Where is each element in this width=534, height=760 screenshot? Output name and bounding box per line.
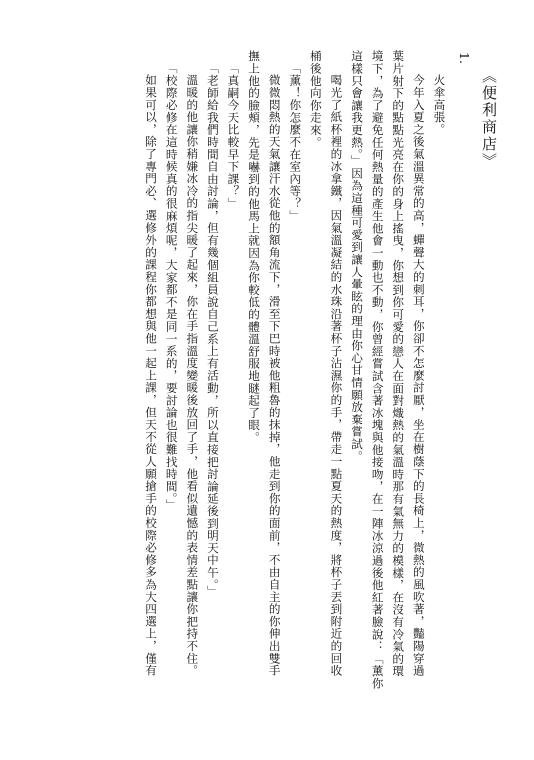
text-line: 桶後他向你走來。 bbox=[308, 50, 323, 149]
text-line: 境下，為了避免任何熱量的產生他會一動也不動，你曾經嘗試含著冰塊與他接吻，在一陣冰涼過後他紅著臉說：「薰你 bbox=[370, 50, 385, 690]
text-line: 溫暖的他讓你稍嫌冰冷的指尖暖了起來，你在手指溫度變暖後放回了手，他看似遺憾的表情差點讓你把持不住。 bbox=[185, 74, 200, 677]
text-line: 葉片射下的點點光亮在你的身上搖曳，你想到你可愛的戀人在面對熾熱的氣溫時那有氣無力的模樣，在沒有冷氣的環 bbox=[391, 50, 406, 678]
text-line: 「薰！你怎麼不在室內等？」 bbox=[288, 62, 303, 222]
text-line: 如果可以，除了專門必、選修外的課程你都想與他一起上課，但天不從人願搶手的校際必修多為大四選上，僅有 bbox=[144, 74, 159, 677]
text-line: 「真嗣今天比較早下課？」 bbox=[226, 62, 241, 210]
vertical-text-block bbox=[28, 50, 504, 740]
text-line: 「老師給我們時間自由討論，但有幾個組員說自己系上有活動，所以直接把討論延後到明天中午。」 bbox=[205, 62, 220, 598]
text-line: 今年入夏之後氣溫異常的高，蟬聲大的刺耳，你卻不怎麼討厭，坐在樹蔭下的長椅上，微熱的風吹著，豔陽穿過 bbox=[411, 74, 426, 677]
text-line: 微微悶熱的天氣讓汗水從他的額角流下，滑至下巴時被他粗魯的抹掉，他走到你的面前，不由自主的你伸出雙手 bbox=[267, 74, 282, 677]
text-line: 撫上他的臉頰，先是嚇到的他馬上就因為你較低的體溫舒服地瞇起了眼。 bbox=[247, 50, 262, 444]
text-line: 火傘高張。 bbox=[432, 74, 447, 136]
text-line: 這樣只會讓我更熱。」因為這種可愛到讓人暈眩的理由你心甘情願放棄嘗試。 bbox=[350, 50, 365, 463]
chapter-number: 1. bbox=[457, 52, 472, 64]
text-line: 喝光了紙杯裡的冰拿鐵，因氣溫凝結的水珠沿著杯子沾濕你的手，帶走一點夏天的熱度，將杯子丟到附近的回收 bbox=[329, 74, 344, 677]
document-title: 《便利商店》 bbox=[480, 68, 498, 170]
text-line: 「校際必修在這時候真的很麻煩呢，大家都不是同一系的，要討論也很難找時間。」 bbox=[164, 62, 179, 512]
